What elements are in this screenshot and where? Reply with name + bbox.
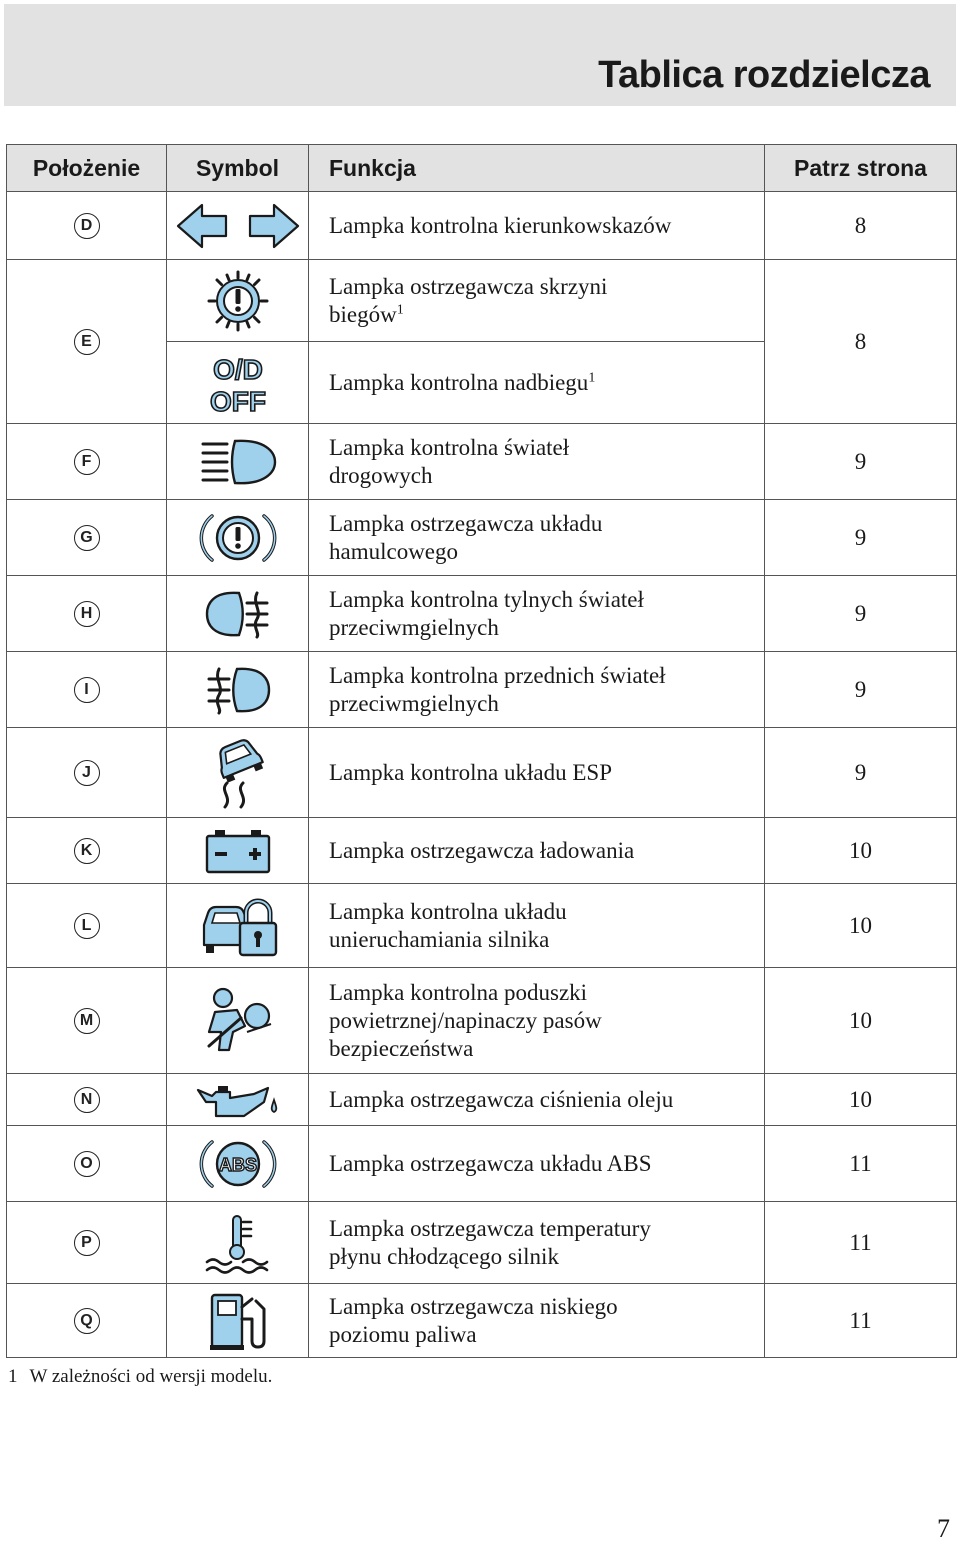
function-text-line: drogowych — [329, 462, 433, 488]
immobilizer-lock-icon — [198, 893, 278, 959]
transmission-warning-icon — [203, 268, 273, 334]
oil-pressure-icon — [194, 1078, 282, 1122]
title-banner — [4, 4, 956, 106]
function-text-line: Lampka kontrolna przednich świateł — [329, 662, 666, 688]
function-text-line: bezpieczeństwa — [329, 1035, 474, 1061]
battery-charge-icon — [203, 826, 273, 876]
position-letter: F — [74, 449, 100, 475]
position-letter: K — [74, 838, 100, 864]
position-letter: M — [74, 1008, 100, 1034]
page-ref: 11 — [765, 1202, 957, 1284]
function-text: Lampka kontrolna nadbiegu — [329, 369, 589, 395]
function-text: Lampka ostrzegawcza ładowania — [309, 818, 765, 884]
function-text-line: Lampka kontrolna układu — [329, 898, 567, 924]
table-row — [7, 1202, 957, 1284]
page-ref: 11 — [765, 1126, 957, 1202]
brake-warning-icon — [198, 508, 278, 568]
table-row — [7, 652, 957, 728]
header-symbol: Symbol — [167, 145, 309, 192]
function-text-line: poziomu paliwa — [329, 1321, 477, 1347]
footnote — [8, 1366, 272, 1388]
table-row — [7, 576, 957, 652]
table-row — [7, 1074, 957, 1126]
function-text: Lampka ostrzegawcza ciśnienia oleju — [309, 1074, 765, 1126]
table-row — [7, 192, 957, 260]
footnote-number: 1 — [8, 1366, 18, 1387]
function-text: Lampka ostrzegawcza układu ABS — [309, 1126, 765, 1202]
footnote-text: W zależności od wersji modelu. — [29, 1366, 273, 1387]
table-row — [7, 424, 957, 500]
position-letter: G — [74, 525, 100, 551]
high-beam-icon — [199, 437, 277, 487]
position-letter: L — [74, 913, 100, 939]
footnote-marker: 1 — [396, 301, 404, 317]
function-text-line: powietrznej/napinaczy pasów — [329, 1007, 602, 1033]
overdrive-off-icon — [200, 350, 276, 416]
warning-lamps-table — [6, 144, 957, 1358]
overdrive-off-label: OFF — [209, 385, 266, 416]
footnote-marker: 1 — [588, 369, 596, 385]
coolant-temperature-icon — [203, 1212, 273, 1274]
function-text-line: przeciwmgielnych — [329, 690, 499, 716]
function-text-line: Lampka kontrolna poduszki — [329, 979, 588, 1005]
page-ref: 8 — [765, 192, 957, 260]
page-ref: 9 — [765, 576, 957, 652]
table-row — [7, 260, 957, 342]
abs-icon-label: ABS — [218, 1154, 257, 1175]
position-letter: P — [74, 1230, 100, 1256]
header-page: Patrz strona — [765, 145, 957, 192]
position-letter: I — [74, 677, 100, 703]
page-ref: 8 — [765, 260, 957, 424]
table-header-row — [7, 145, 957, 192]
function-text-line: hamulcowego — [329, 538, 459, 564]
header-position: Położenie — [7, 145, 167, 192]
rear-fog-light-icon — [205, 589, 271, 639]
fuel-pump-icon — [208, 1289, 268, 1353]
function-text-line: Lampka ostrzegawcza skrzyni — [329, 273, 608, 299]
function-text-line: Lampka kontrolna świateł — [329, 434, 570, 460]
page-ref: 11 — [765, 1284, 957, 1358]
front-fog-light-icon — [205, 665, 271, 715]
position-letter: E — [74, 329, 100, 355]
table-row — [7, 1284, 957, 1358]
table-row — [7, 1126, 957, 1202]
function-text-line: Lampka ostrzegawcza temperatury — [329, 1215, 651, 1241]
table-row — [7, 728, 957, 818]
function-text-line: Lampka ostrzegawcza niskiego — [329, 1293, 618, 1319]
header-function: Funkcja — [309, 145, 765, 192]
page-ref: 10 — [765, 968, 957, 1074]
table-row — [7, 968, 957, 1074]
page-ref: 10 — [765, 818, 957, 884]
function-text-line: przeciwmgielnych — [329, 614, 499, 640]
page-title: Tablica rozdzielcza — [598, 54, 930, 96]
table-row — [7, 818, 957, 884]
page-ref: 10 — [765, 1074, 957, 1126]
table-row — [7, 884, 957, 968]
position-letter: J — [74, 760, 100, 786]
function-text-line: płynu chłodzącego silnik — [329, 1243, 559, 1269]
position-letter: Q — [74, 1308, 100, 1334]
page-ref: 9 — [765, 652, 957, 728]
page-number: 7 — [937, 1514, 950, 1543]
position-letter: D — [74, 213, 100, 239]
function-text-line: Lampka ostrzegawcza układu — [329, 510, 603, 536]
function-text-line: Lampka kontrolna tylnych świateł — [329, 586, 644, 612]
function-text-line: unieruchamiania silnika — [329, 926, 550, 952]
page-ref: 9 — [765, 728, 957, 818]
airbag-icon — [201, 986, 275, 1056]
abs-warning-icon — [198, 1134, 278, 1194]
function-text: Lampka kontrolna kierunkowskazów — [309, 192, 765, 260]
position-letter: O — [74, 1151, 100, 1177]
turn-signal-arrows-icon — [176, 202, 300, 250]
page-ref: 9 — [765, 500, 957, 576]
function-text-line: biegów — [329, 301, 397, 327]
table-row — [7, 500, 957, 576]
position-letter: N — [74, 1087, 100, 1113]
page-ref: 10 — [765, 884, 957, 968]
page-ref: 9 — [765, 424, 957, 500]
position-letter: H — [74, 601, 100, 627]
overdrive-icon-label: O/D — [212, 353, 263, 385]
esp-skid-icon — [205, 735, 271, 811]
function-text: Lampka kontrolna układu ESP — [309, 728, 765, 818]
